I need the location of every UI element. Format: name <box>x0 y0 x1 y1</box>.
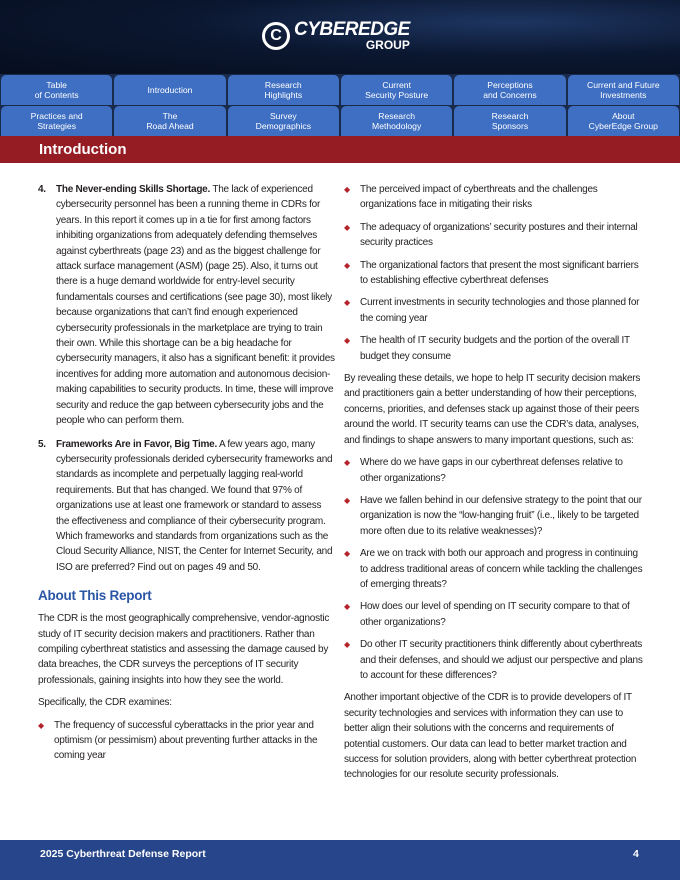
right-column <box>344 182 644 790</box>
diamond-bullet-icon: ◆ <box>344 458 350 468</box>
diamond-bullet-icon: ◆ <box>344 549 350 559</box>
logo-text: CYBEREDGE <box>294 19 410 40</box>
item-lead: The Never-ending Skills Shortage. <box>56 184 211 195</box>
diamond-bullet-icon: ◆ <box>344 336 350 346</box>
bullet-item <box>344 493 644 539</box>
nav-tab-table-of-contents[interactable]: Table of Contents <box>1 75 112 105</box>
report-title: 2025 Cyberthreat Defense Report <box>40 848 206 860</box>
bullet-item <box>344 220 644 251</box>
item-body: A few years ago, many cybersecurity professionals derided cybersecurity frameworks and standards as incomplete and perpetually lagging real-world requirements. But that has changed. We found that 97% of organizations use at least one framework or standard to assess the effectiveness and compliance of their cybersecurity program. Which frameworks and standards from organizations such as the Cloud Security Alliance, NIST, the Center for Internet Security, and ISO are preferred? Find out on pages 49 and 50. <box>56 438 333 573</box>
numbered-item <box>38 437 336 576</box>
diamond-bullet-icon: ◆ <box>344 298 350 308</box>
bullet-item <box>344 455 644 486</box>
item-text <box>56 182 336 429</box>
bullet-text: Current investments in security technologies and those planned for the coming year <box>360 297 640 324</box>
logo-subtext: GROUP <box>365 38 410 52</box>
item-number: 5. <box>38 438 46 450</box>
item-lead: Frameworks Are in Favor, Big Time. <box>56 438 218 450</box>
section-title: Introduction <box>39 141 127 158</box>
header-banner <box>0 0 680 75</box>
item-body: The lack of experienced cybersecurity personnel has been a running theme in CDRs for years. In this report it comes up in a tie for first among factors inhibiting organizations from adequately defending themselves against cyberthreats (page 23) and as the biggest challenge for attack surface management (ASM) (page 25). Also, it turns out there is a huge demand worldwide for entry-level security fundamentals courses and certifications (see page 30), most likely because organizations that can’t find enough experienced cybersecurity professionals in the marketplace are trying to train their own. While this shortage can be a big headache for cybersecurity managers, it also has a significant benefit: it provides incentives for adding more automation and autonomous decision-making capabilities to security products. In time, these will improve security and reduce the gap between cybersecurity jobs and the people who can perform them. <box>56 184 335 427</box>
diamond-bullet-icon: ◆ <box>344 185 350 194</box>
nav-tab-perceptions-and-concerns[interactable]: Perceptions and Concerns <box>454 75 565 105</box>
bullet-text: The health of IT security budgets and the portion of the overall IT budget they consume <box>360 335 630 362</box>
bullet-text: The frequency of successful cyberattacks in the prior year and optimism (or pessimism) about preventing further attacks in the coming year <box>54 719 318 762</box>
section-nav <box>0 74 680 136</box>
bullet-item <box>38 718 336 764</box>
nav-tab-survey-demographics[interactable]: Survey Demographics <box>228 106 339 136</box>
nav-tab-current-security-posture[interactable]: Current Security Posture <box>341 75 452 105</box>
nav-tab-research-highlights[interactable]: Research Highlights <box>228 75 339 105</box>
bullet-text: Where do we have gaps in our cyberthreat defenses relative to other organizations? <box>360 457 623 484</box>
nav-tab-the-road-ahead[interactable]: The Road Ahead <box>114 106 225 136</box>
bullet-item <box>344 637 644 683</box>
paragraph: By revealing these details, we hope to help IT security decision makers and practitioners gain a better understanding of how their perceptions, concerns, priorities, and defenses stack up against those of their peers around the world. IT security teams can use the CDR’s data, analyses, and findings to shape answers to many important questions, such as: <box>344 373 641 446</box>
bullet-item <box>344 333 644 364</box>
section-title-bar <box>0 136 680 163</box>
diamond-bullet-icon: ◆ <box>344 602 350 612</box>
numbered-item <box>38 182 336 429</box>
left-column <box>38 182 336 771</box>
bullet-item <box>344 182 644 213</box>
bullet-item <box>344 258 644 289</box>
nav-tab-current-and-future-investments[interactable]: Current and Future Investments <box>568 75 679 105</box>
bullet-item <box>344 599 644 630</box>
paragraph: Specifically, the CDR examines: <box>38 697 172 709</box>
about-heading: About This Report <box>38 588 152 604</box>
paragraph: Another important objective of the CDR is to provide developers of IT security technologies and services with information they can use to better align their solutions with the concerns and requirements of potential customers. Our data can lead to better market traction and success for solution providers, along with better cyberthreat protection technologies for our resolute security professionals. <box>344 692 637 781</box>
item-number: 4. <box>38 184 46 195</box>
paragraph: The CDR is the most geographically comprehensive, vendor-agnostic study of IT security decision makers and practitioners. Rather than compiling cyberthreat statistics and assessing the damage caused by data breaches, the CDR surveys the perceptions of IT security professionals, gaining insights into how they see the world. <box>38 613 330 686</box>
nav-tab-about-cyberedge-group[interactable]: About CyberEdge Group <box>568 106 679 136</box>
bullet-text: Are we on track with both our approach and progress in continuing to address traditional areas of concern while tackling the challenges of emerging threats? <box>360 548 643 590</box>
diamond-bullet-icon: ◆ <box>344 640 350 650</box>
bullet-text: Have we fallen behind in our defensive strategy to the point that our organization is now the “low-hanging fruit” (i.e., likely to be targeted more often due to its relative weaknesses)? <box>360 494 642 537</box>
item-text <box>56 437 336 576</box>
bullet-item <box>344 546 644 592</box>
nav-tab-research-methodology[interactable]: Research Methodology <box>341 106 452 136</box>
page-number: 4 <box>633 848 639 860</box>
logo-c-icon: C <box>262 22 290 50</box>
nav-tab-research-sponsors[interactable]: Research Sponsors <box>454 106 565 136</box>
nav-tab-introduction[interactable]: Introduction <box>114 75 225 105</box>
page-footer <box>0 840 680 880</box>
diamond-bullet-icon: ◆ <box>344 495 350 505</box>
diamond-bullet-icon: ◆ <box>38 720 44 730</box>
bullet-item <box>344 295 644 326</box>
bullet-text: Do other IT security practitioners think differently about cyberthreats and their defenses, and should we adjust our perspective and plans to account for these differences? <box>360 639 643 681</box>
bullet-text: The adequacy of organizations’ security postures and their internal security practices <box>360 221 638 249</box>
nav-tab-practices-and-strategies[interactable]: Practices and Strategies <box>1 106 112 136</box>
diamond-bullet-icon: ◆ <box>344 222 350 232</box>
bullet-text: The perceived impact of cyberthreats and the challenges organizations face in mitigating their risks <box>360 184 598 211</box>
diamond-bullet-icon: ◆ <box>344 260 350 270</box>
bullet-text: The organizational factors that present the most significant barriers to establishing effective cyberthreat defenses <box>360 259 639 287</box>
bullet-text: How does our level of spending on IT security compare to that of other organizations? <box>360 601 630 628</box>
cyberedge-logo <box>262 20 410 51</box>
